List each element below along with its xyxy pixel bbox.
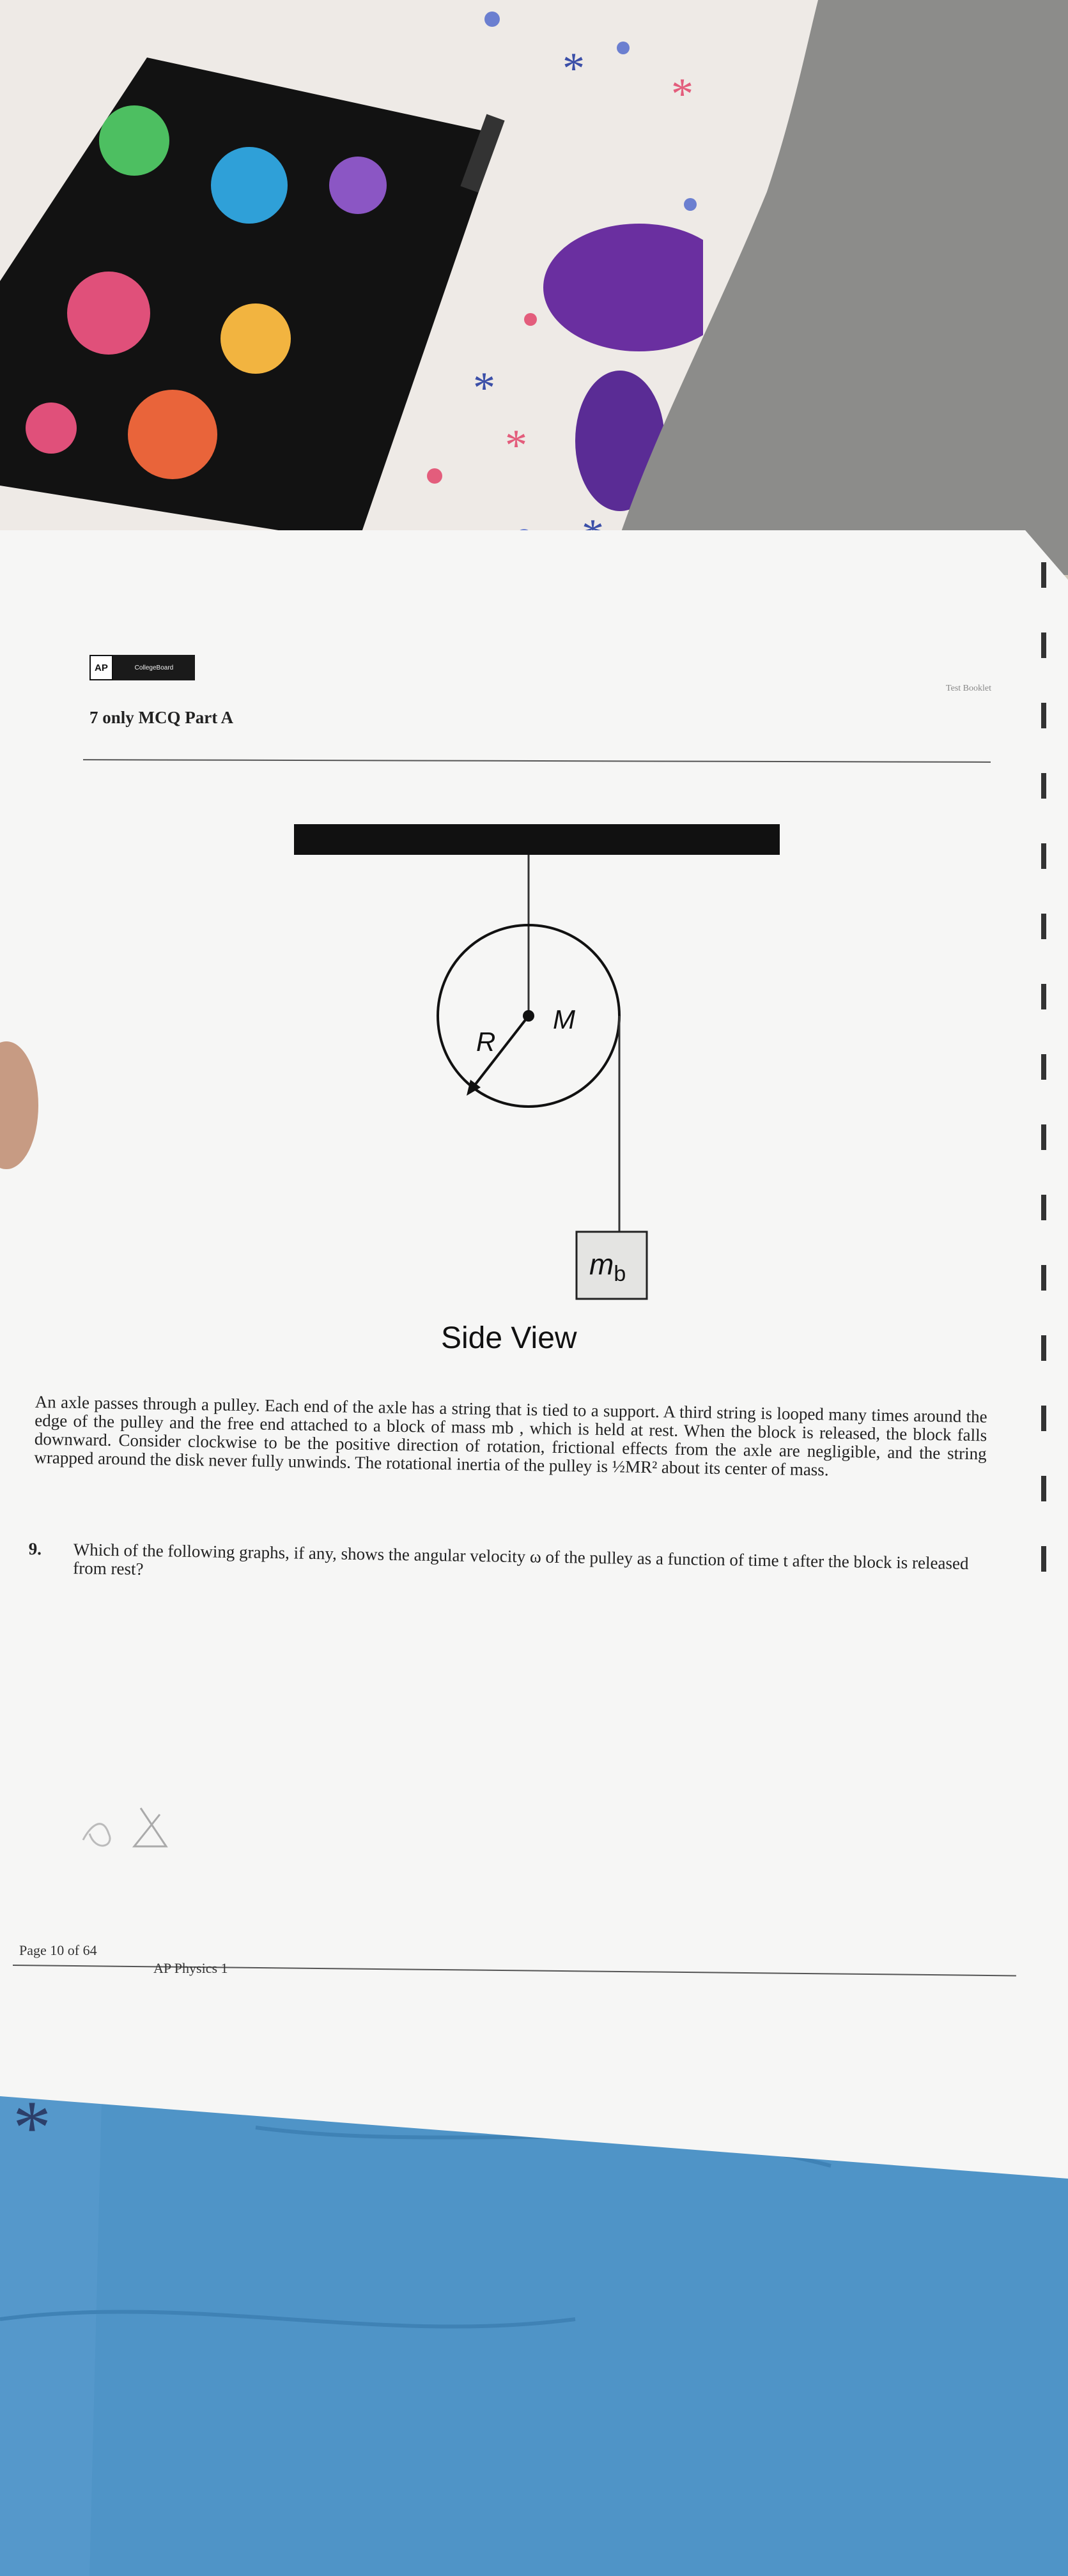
pencil-scribble — [70, 1789, 198, 1866]
svg-text:*: * — [505, 421, 527, 470]
ap-logo-mark: AP — [89, 655, 113, 680]
test-booklet-label: Test Booklet — [946, 684, 991, 693]
question-text: Which of the following graphs, if any, shows the angular velocity ω of the pulley as a function of time t after the block is released from rest? — [73, 1540, 969, 1579]
question-number: 9. — [28, 1539, 42, 1559]
spiral-binding — [1030, 562, 1068, 1648]
gray-cloth — [607, 0, 1068, 575]
svg-text:*: * — [562, 44, 585, 93]
svg-text:*: * — [671, 70, 693, 119]
pulley-diagram — [281, 811, 793, 1361]
problem-passage: An axle passes through a pulley. Each end of the axle has a string that is tied to a support. A third string is looped many times around the edge of the pulley and the free end attached to a block of mass mb , which is held at rest. When the block is released, the block falls downward. Consider clockwise to be the positive direction of rotation, frictional effects from the axle are negligible, and the string wrapped around the disk never fully unwinds. The rotational inertia of the pulley is ½MR² about its center of mass. — [34, 1392, 987, 1480]
radius-label: R — [476, 1027, 496, 1057]
svg-text:*: * — [473, 364, 495, 413]
block-label: $m_b$ — [589, 1248, 626, 1286]
subject-label: AP Physics 1 — [153, 1960, 228, 1976]
ceiling-support — [294, 824, 780, 855]
svg-text:*: * — [13, 2085, 51, 2170]
mass-label: M — [553, 1004, 575, 1034]
section-title: 7 only MCQ Part A — [89, 708, 233, 727]
diagram-caption: Side View — [441, 1321, 577, 1355]
page-number: Page 10 of 64 — [19, 1942, 97, 1958]
handprint-pouch — [0, 38, 524, 562]
ap-college-board-logo — [89, 655, 195, 680]
college-board-wordmark: CollegeBoard — [113, 655, 195, 680]
